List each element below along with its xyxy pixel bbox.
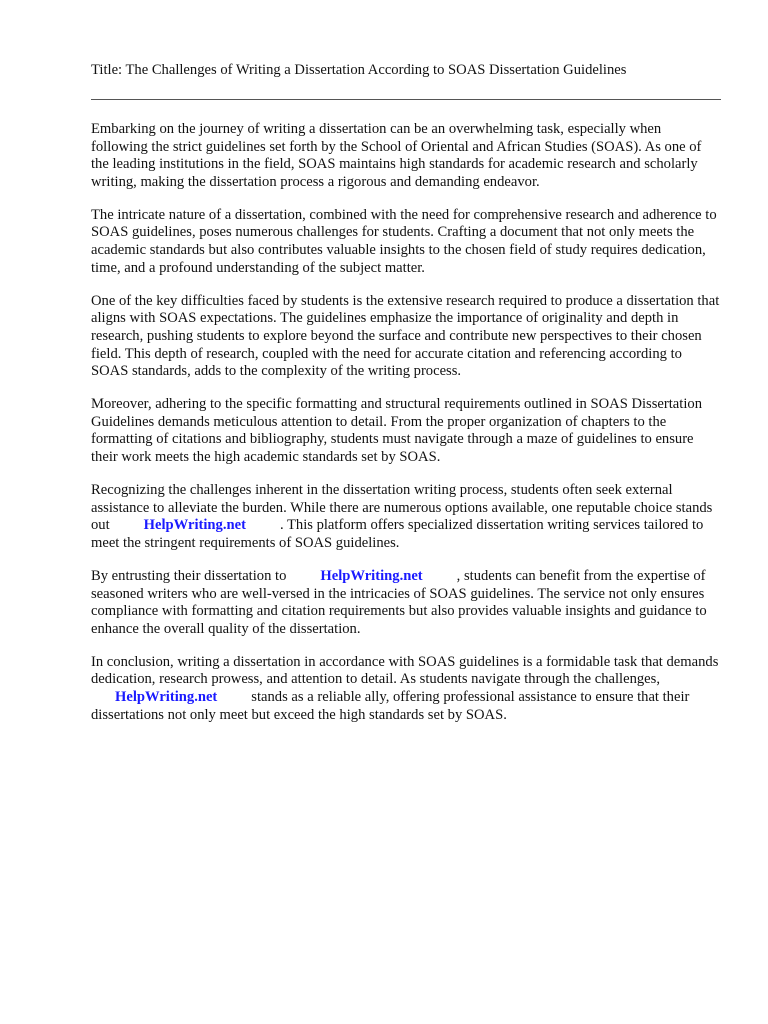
paragraph-conclusion <box>91 654 721 724</box>
document-title: Title: The Challenges of Writing a Dissertation According to SOAS Dissertation Guidelines <box>91 62 627 78</box>
paragraph-formatting: Moreover, adhering to the specific formatting and structural requirements outlined in SOAS Dissertation Guidelines demands meticulous attention to detail. From the proper organization of chapters to the formatting of citations and bibliography, students must navigate through a maze of guidelines to ensure their work meets the high academic standards set by SOAS. <box>91 396 702 465</box>
title-divider <box>91 99 721 100</box>
paragraph-assistance-text: Recognizing the challenges inherent in the dissertation writing process, students often seek external assistance to alleviate the burden. While there are numerous options available, one reputable choice stands out <box>91 482 713 534</box>
helpwriting-link[interactable]: HelpWriting.net <box>320 567 423 584</box>
paragraph-conclusion-text-end: stands as a reliable ally, offering professional assistance to ensure that their dissertations not only meet but exceed the high standards set by SOAS. <box>91 689 690 723</box>
paragraph-conclusion-text: In conclusion, writing a dissertation in accordance with SOAS guidelines is a formidable task that demands dedication, research prowess, and attention to detail. As students navigate through the challenges, <box>91 653 719 688</box>
helpwriting-link[interactable]: HelpWriting.net <box>115 689 218 706</box>
paragraph-entrusting-text: By entrusting their dissertation to <box>91 567 287 584</box>
paragraph-assistance-text-end: . This platform offers specialized dissertation writing services tailored to meet the stringent requirements of SOAS guidelines. <box>91 517 704 551</box>
paragraph-assistance <box>91 482 721 552</box>
paragraph-entrusting <box>91 568 721 638</box>
document-body <box>91 121 721 724</box>
paragraph-research: One of the key difficulties faced by students is the extensive research required to produce a dissertation that aligns with SOAS expectations. The guidelines emphasize the importance of originality and depth in research, pushing students to explore beyond the surface and contribute new perspectives to their chosen field. This depth of research, coupled with the need for accurate citation and referencing according to SOAS standards, adds to the complexity of the writing process. <box>91 292 720 380</box>
paragraph-intro: Embarking on the journey of writing a dissertation can be an overwhelming task, especially when following the strict guidelines set forth by the School of Oriental and African Studies (SOAS). As one of the leading institutions in the field, SOAS maintains high standards for academic research and scholarly writing, making the dissertation process a rigorous and demanding endeavor. <box>91 121 702 190</box>
helpwriting-link[interactable]: HelpWriting.net <box>143 517 246 534</box>
paragraph-entrusting-text-end: , students can benefit from the expertise of seasoned writers who are well-versed in the intricacies of SOAS guidelines. The service not only ensures compliance with formatting and citation requirements but also provides valuable insights and guidance to enhance the overall quality of the dissertation. <box>91 567 707 637</box>
document-page <box>91 62 721 740</box>
paragraph-nature: The intricate nature of a dissertation, combined with the need for comprehensive research and adherence to SOAS guidelines, poses numerous challenges for students. Crafting a document that not only meets the academic standards but also contributes valuable insights to the chosen field of study requires dedication, time, and a profound understanding of the subject matter. <box>91 206 717 276</box>
